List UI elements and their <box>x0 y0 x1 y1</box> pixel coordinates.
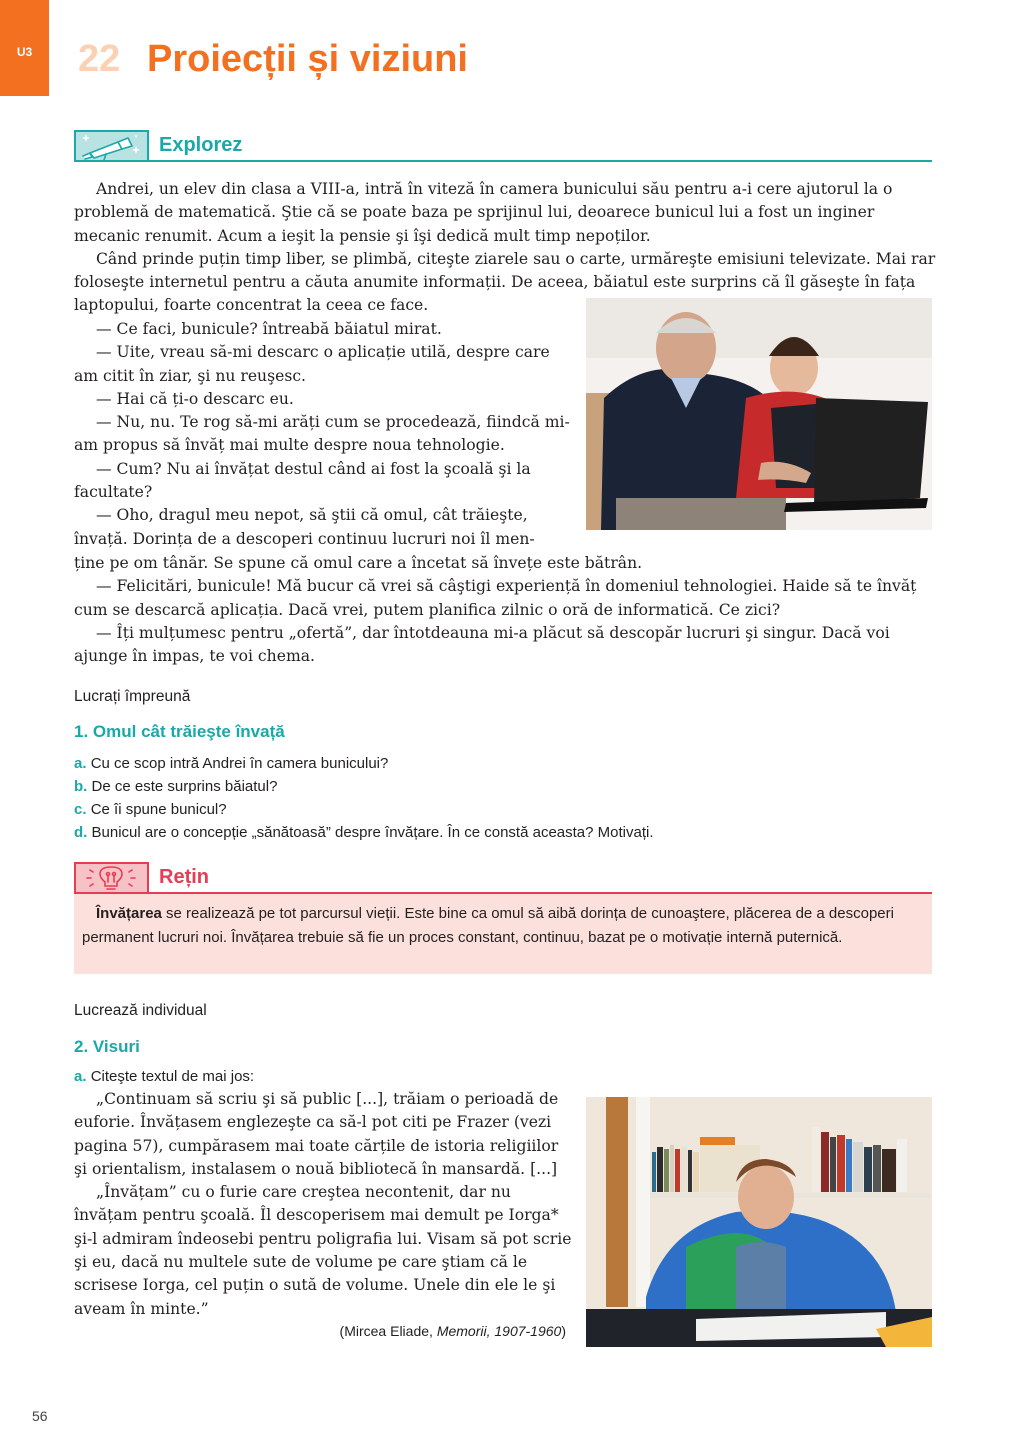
story-conclusion <box>74 552 936 668</box>
question-list <box>74 752 934 844</box>
page-title: Proiecții și viziuni <box>147 38 468 80</box>
quote-excerpt <box>74 1088 574 1321</box>
unit-tab <box>0 0 49 96</box>
question-text: Cu ce scop intră Andrei în camera bunicului? <box>90 755 389 772</box>
story-paragraph: Andrei, un elev din clasa a VIII-a, intră în viteză în camera bunicului său pentru a-i cere ajutorul la o problemă de matematică. Ştie că se poate baza pe sprijinul lui, deoarece bunicul lui a fost un inginer mecanic renumit. Acum a ieşit la pensie şi îşi dedică mult timp nepoților. <box>74 180 893 245</box>
exercise-instruction <box>74 1068 574 1085</box>
exercise-title: 2. Visuri <box>74 1037 140 1056</box>
teen-studying-photo <box>586 1097 932 1347</box>
source-suffix: ) <box>561 1323 566 1339</box>
dialogue-line: — Felicitări, bunicule! Mă bucur că vrei să câştigi experiență în domeniul tehnologiei. Haide să te învăț cum se descarcă aplicația. Dacă vrei, putem planifica zilnic o oră de informatică. Ce zici? <box>74 577 917 619</box>
dialogue-line: — Oho, dragul meu nepot, să ştii că omul, cât trăieşte, învață. Dorința de a descoperi continuu lucruri noi îl men- <box>74 506 535 548</box>
unit-label: U3 <box>16 45 33 59</box>
instruction-text: Citeşte textul de mai jos: <box>90 1068 255 1085</box>
section-header-explorez <box>74 130 932 162</box>
lightbulb-icon <box>74 862 149 894</box>
section-title-explorez: Explorez <box>159 134 243 156</box>
question-item <box>74 775 934 798</box>
dialogue-line: — Cum? Nu ai învățat destul când ai fost la şcoală şi la facultate? <box>74 459 531 502</box>
question-letter: b. <box>74 778 88 795</box>
work-mode-label: Lucrați împreună <box>74 688 191 705</box>
page-number: 56 <box>32 1408 48 1424</box>
exercise-title: 1. Omul cât trăieşte învață <box>74 722 285 741</box>
retin-text: se realizează pe tot parcursul vieții. Este bine ca omul să aibă dorința de cunoaştere, plăcerea de a descoperi permanent lucruri noi. Învățarea trebuie să fie un proces constant, continuu, bazat pe o motivație internă puternică. <box>82 905 894 946</box>
question-text: Bunicul are o concepție „sănătoasă” despre învățare. În ce constă aceasta? Motivați. <box>91 824 654 841</box>
dialogue-line: — Uite, vreau să-mi descarc o aplicație utilă, despre care am citit în ziar, şi nu reuşesc. <box>74 343 550 385</box>
story-intro <box>74 178 936 318</box>
section-header-retin <box>74 862 932 894</box>
section-title-retin: Rețin <box>159 866 209 888</box>
dialogue-line: — Hai că ți-o descarc eu. <box>96 389 294 408</box>
work-mode-label: Lucrează individual <box>74 1002 207 1019</box>
source-title: Memorii, 1907-1960 <box>436 1323 562 1339</box>
key-term: Învățarea <box>96 905 162 922</box>
question-item <box>74 752 934 775</box>
quote-paragraph: „Învățam” cu o furie care creştea necontenit, dar nu învățam pentru şcoală. Îl descoperisem mai demult pe Iorga* şi-l admiram îndeosebi pentru poligrafia lui. Visam să pot scrie şi eu, dacă nu multele sute de volume pe care ştiam că le scrisese Iorga, cel puțin o sută de volume. Unele din ele le şi aveam în minte.” <box>74 1183 572 1318</box>
dialogue-line: — Ce faci, bunicule? întreabă băiatul mirat. <box>96 320 442 338</box>
dialogue-line: — Îți mulțumesc pentru „ofertă”, dar întotdeauna mi-a plăcut să descopăr lucruri şi singur. Dacă voi ajunge în impas, te voi chema. <box>74 623 890 666</box>
source-author: (Mircea Eliade, <box>339 1323 437 1339</box>
question-item <box>74 821 934 844</box>
quote-paragraph: „Continuam să scriu şi să public [...], trăiam o perioadă de euforie. Învățasem englezeşte ca să-l pot citi pe Frazer (vezi pagina 57), cumpărasem mai toate cărțile de istoria religiilor şi orientalism, instalasem o nouă bibliotecă în mansardă. [...] <box>74 1090 559 1178</box>
retin-box <box>74 894 932 974</box>
dialogue-line: — Nu, nu. Te rog să-mi arăți cum se procedează, fiindcă mi-am propus să învăț mai multe despre noua tehnologie. <box>74 413 570 455</box>
question-item <box>74 798 934 821</box>
dialogue-line: ține pe om tânăr. Se spune că omul care a încetat să învețe este bătrân. <box>74 554 643 572</box>
question-text: De ce este surprins băiatul? <box>91 778 278 795</box>
instruction-letter: a. <box>74 1068 87 1085</box>
story-dialogue <box>74 318 574 551</box>
section-divider <box>147 160 932 162</box>
quote-source <box>74 1323 566 1339</box>
question-letter: c. <box>74 801 87 818</box>
lesson-number: 22 <box>78 38 121 80</box>
question-letter: d. <box>74 824 88 841</box>
story-paragraph: Când prinde puțin timp liber, se plimbă, citeşte ziarele sau o carte, urmăreşte emisiuni televizate. Mai rar foloseşte internetul pentru a căuta anumite informații. De aceea, băiatul este surprins că îl găseşte în fața laptopului, foarte concentrat la ceea ce face. <box>74 249 936 315</box>
question-letter: a. <box>74 755 87 772</box>
grandfather-grandson-photo <box>586 298 932 530</box>
telescope-icon <box>74 130 149 162</box>
question-text: Ce îi spune bunicul? <box>90 801 227 818</box>
